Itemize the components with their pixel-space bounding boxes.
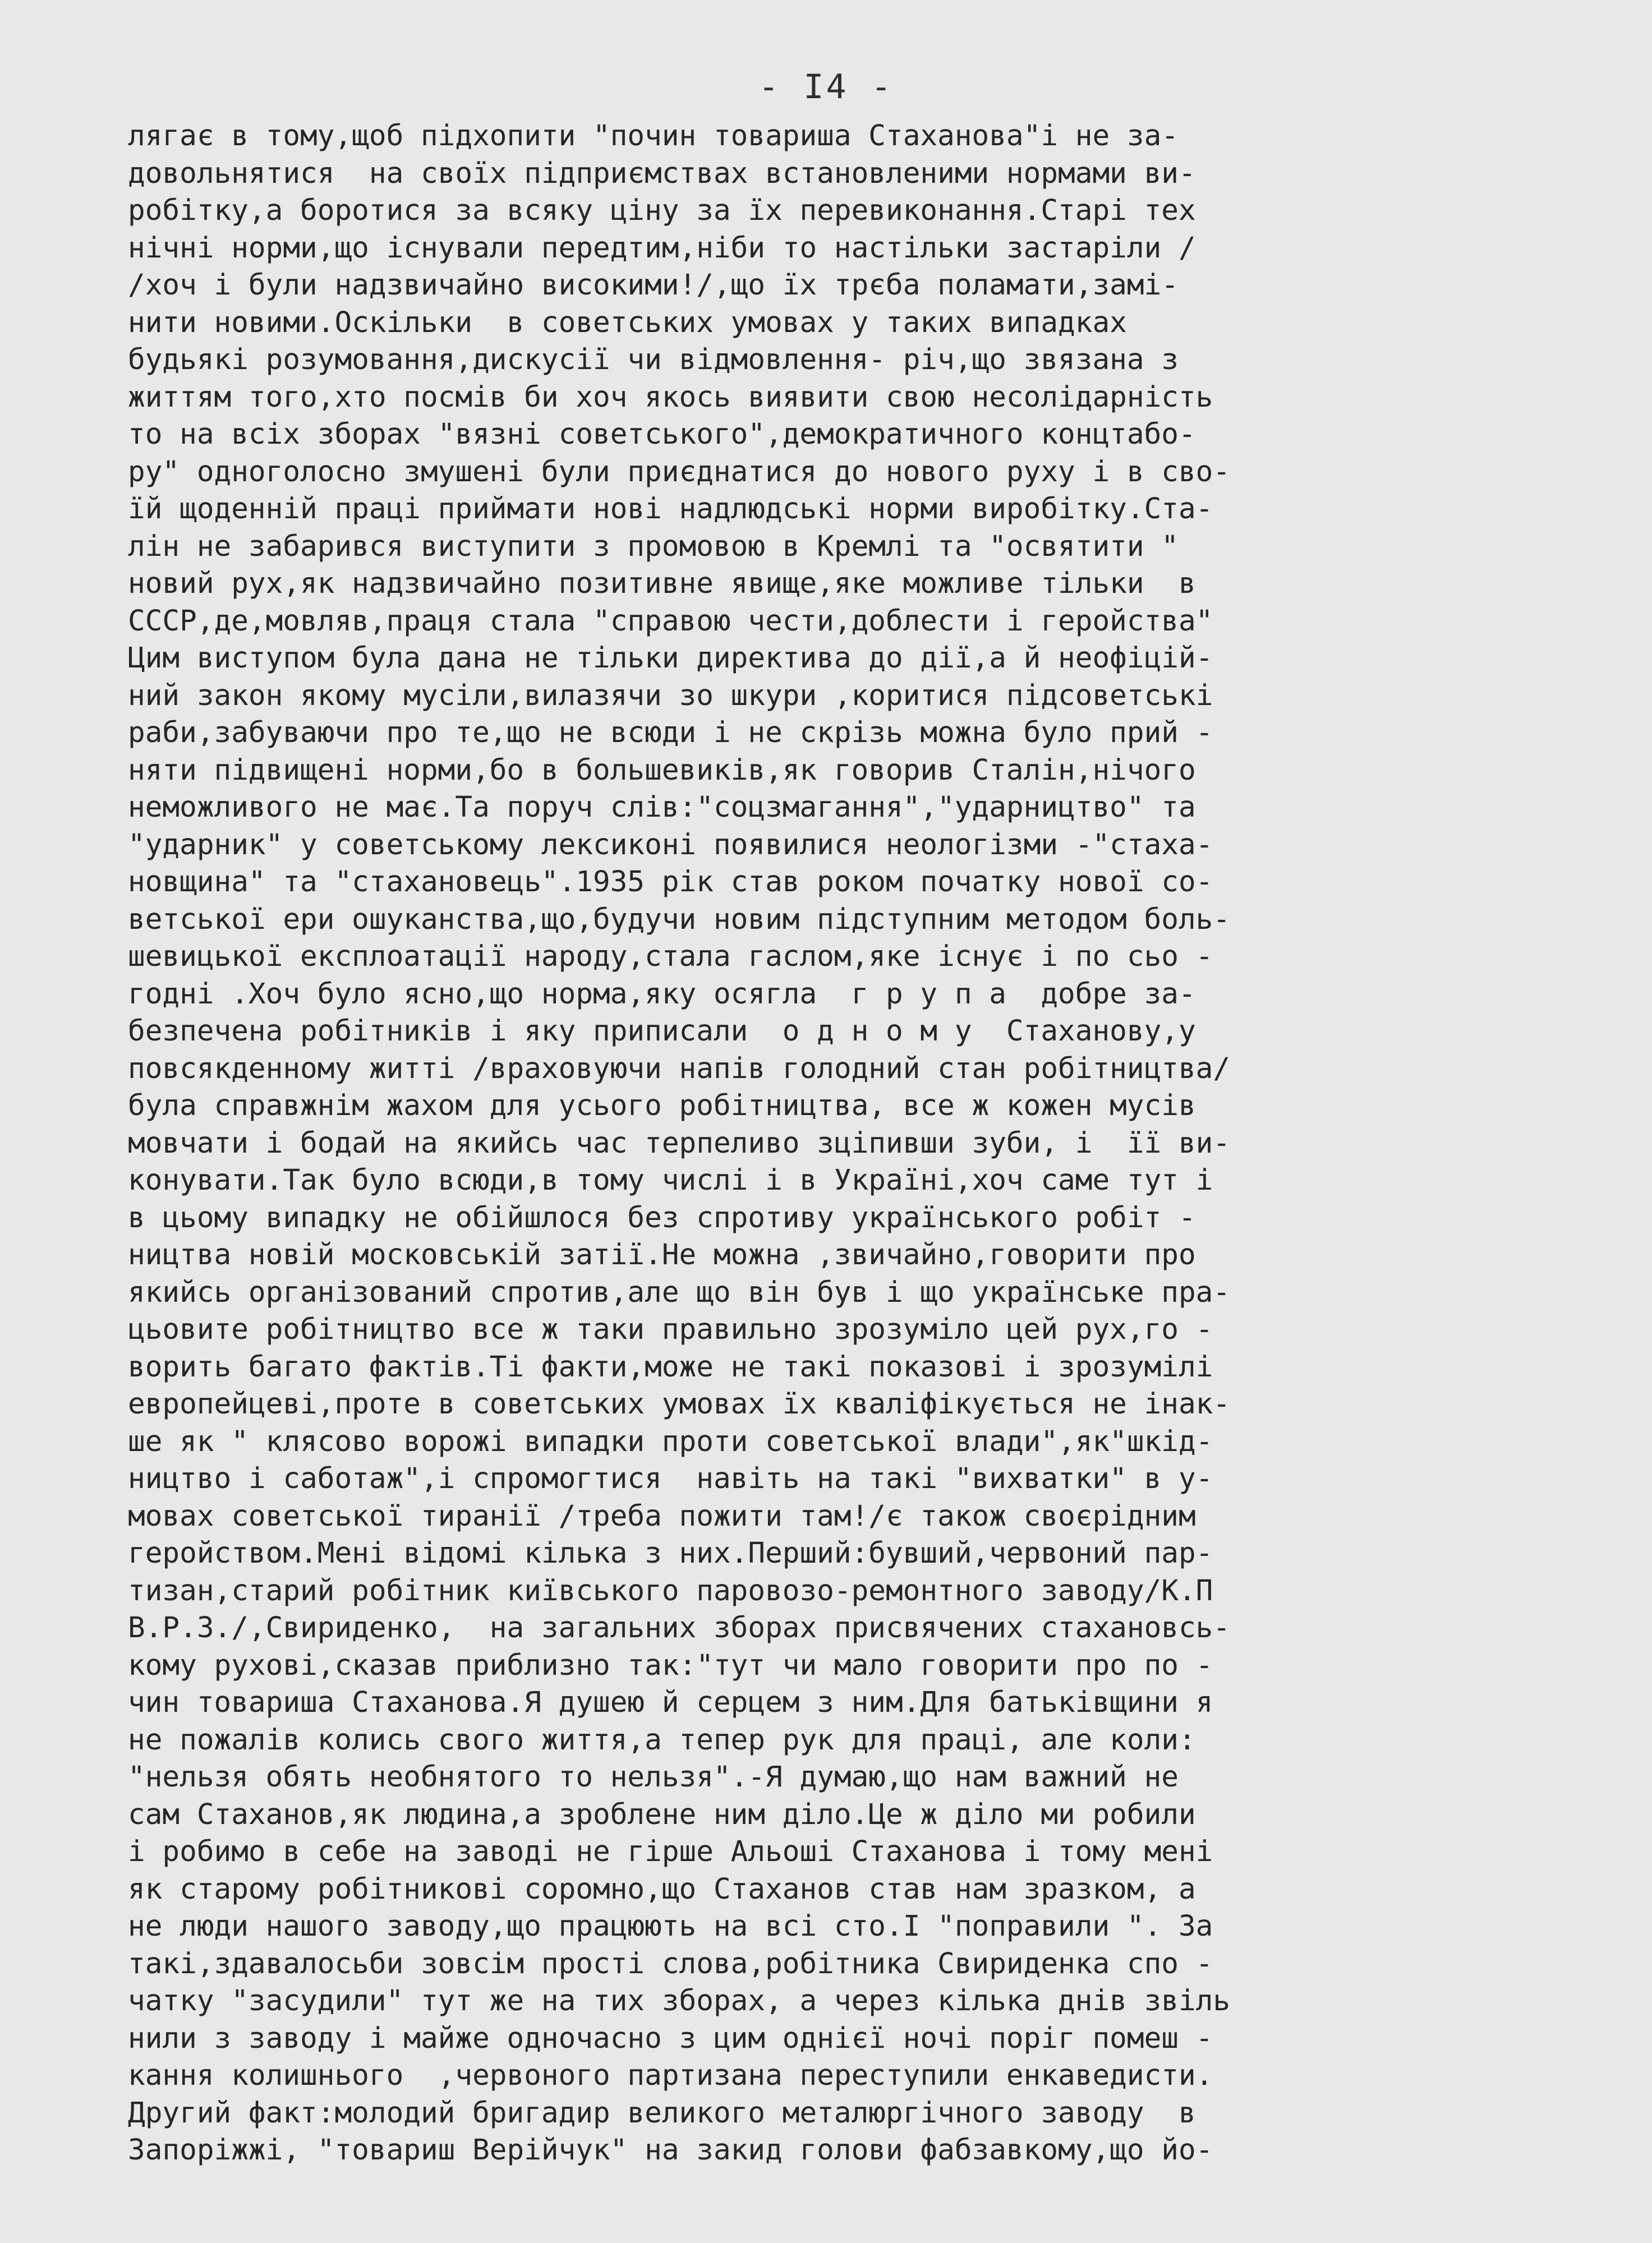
text-line: ний закон якому мусіли,вилазячи зо шкури ,коритися підсоветські xyxy=(128,679,1213,712)
text-line: "нельзя обять необнятого то нельзя".-Я думаю,що нам важний не xyxy=(128,1761,1179,1794)
page-number: - I4 - xyxy=(758,67,894,107)
text-line: в цьому випадку не обійшлося без спротиву українського робіт - xyxy=(128,1201,1196,1235)
text-line: довольнятися на своїх підприємствах встановленими нормами ви- xyxy=(128,156,1196,190)
text-line: неможливого не має.Та поруч слів:"соцзмагання","ударництво" та xyxy=(128,791,1196,824)
text-line: няти підвищені норми,бо в большевиків,як говорив Сталін,нічого xyxy=(128,753,1196,787)
text-line: мовах советської тиранії /треба пожити там!/є також своєрідним xyxy=(128,1499,1196,1533)
text-line: і робимо в себе на заводі не гірше Альоші Стаханова і тому мені xyxy=(128,1835,1213,1868)
text-line: ру" одноголосно змушені були приєднатися до нового руху і в сво- xyxy=(128,455,1231,489)
text-line: чатку "засудили" тут же на тих зборах, а через кілька днів звіль xyxy=(128,1984,1231,2018)
text-line: тизан,старий робітник київського паровозо-ремонтного заводу/К.П xyxy=(128,1574,1213,1608)
text-line: ветської ери ошуканства,що,будучи новим підступним методом боль- xyxy=(128,902,1231,936)
text-line: годні .Хоч було ясно,що норма,яку осягла г р у п а добре за- xyxy=(128,977,1196,1011)
text-line: такі,здавалосьби зовсім прості слова,робітника Свириденка спо - xyxy=(128,1947,1213,1981)
text-line: ворить багато фактів.Ті факти,може не такі показові і зрозумілі xyxy=(128,1350,1213,1384)
text-line: була справжнім жахом для усього робітництва, все ж кожен мусів xyxy=(128,1089,1196,1122)
text-line: европейцеві,проте в советських умовах їх кваліфікується не інак- xyxy=(128,1388,1231,1421)
typewritten-text-body xyxy=(128,118,1525,2170)
text-line: не люди нашого заводу,що працюють на всі сто.І "поправили ". За xyxy=(128,1910,1213,1943)
text-line: геройством.Мені відомі кілька з них.Перший:бувший,червоний пар- xyxy=(128,1537,1213,1570)
text-line: лягає в тому,щоб підхопити "почин товариша Стаханова"і не за- xyxy=(128,119,1179,153)
text-line: Запоріжжі, "товариш Верійчук" на закид голови фабзавкому,що йо- xyxy=(128,2134,1213,2167)
text-line: новий рух,як надзвичайно позитивне явище,яке можливе тільки в xyxy=(128,567,1196,600)
text-line: цьовите робітництво все ж таки правильно зрозуміло цей рух,го - xyxy=(128,1313,1213,1346)
text-line: якийсь організований спротив,але що він був і що українське пра- xyxy=(128,1275,1231,1309)
text-line: "ударник" у советському лексиконі появилися неологізми -"стаха- xyxy=(128,828,1213,862)
text-line: кання колишнього ,червоного партизана переступили енкаведисти. xyxy=(128,2059,1213,2092)
text-line: їй щоденній праці приймати нові надлюдські норми виробітку.Ста- xyxy=(128,492,1213,526)
text-line: нічні норми,що існували передтим,ніби то настільки застаріли / xyxy=(128,231,1196,265)
text-line: нили з заводу і майже одночасно з цим однієї ночі поріг помеш - xyxy=(128,2021,1213,2055)
text-line: не пожалів колись свого життя,а тепер рук для праці, але коли: xyxy=(128,1723,1196,1757)
text-line: Другий факт:молодий бригадир великого металюргічного заводу в xyxy=(128,2096,1196,2130)
text-line: ництво і саботаж",і спромогтися навіть на такі "вихватки" в у- xyxy=(128,1462,1213,1495)
text-line: новщина" та "стахановець".1935 рік став роком початку нової со- xyxy=(128,865,1213,899)
text-line: повсякденному житті /враховуючи напів голодний стан робітництва/ xyxy=(128,1052,1231,1085)
text-line: кому рухові,сказав приблизно так:"тут чи мало говорити про по - xyxy=(128,1648,1213,1682)
text-line: робітку,а боротися за всяку ціну за їх перевиконання.Старі тех xyxy=(128,194,1196,227)
text-line: раби,забуваючи про те,що не всюди і не скрізь можна було прий - xyxy=(128,716,1213,749)
text-line: то на всіх зборах "вязні советського",демократичного концтабо- xyxy=(128,418,1196,451)
text-line: Цим виступом була дана не тільки директива до дії,а й неофіцій- xyxy=(128,642,1213,675)
text-line: конувати.Так було всюди,в тому числі і в Україні,хоч саме тут і xyxy=(128,1164,1213,1197)
text-line: мовчати і бодай на якийсь час терпеливо зціпивши зуби, і її ви- xyxy=(128,1126,1231,1160)
text-line: безпечена робітників і яку приписали о д н о м у Стаханову,у xyxy=(128,1015,1196,1048)
text-line: нити новими.Оскільки в советських умовах у таких випадках xyxy=(128,306,1127,339)
text-line: сам Стаханов,як людина,а зроблене ним діло.Це ж діло ми робили xyxy=(128,1798,1196,1831)
text-line: ше як " клясово ворожі випадки проти советської влади",як"шкід- xyxy=(128,1425,1213,1458)
text-line: як старому робітникові соромно,що Стаханов став нам зразком, а xyxy=(128,1872,1196,1906)
text-line: В.Р.З./,Свириденко, на загальних зборах присвячених стахановсь- xyxy=(128,1611,1231,1645)
text-line: СССР,де,мовляв,праця стала "справою чести,доблести і геройства" xyxy=(128,604,1213,638)
text-line: ництва новій московській затії.Не можна ,звичайно,говорити про xyxy=(128,1238,1196,1272)
text-line: чин товариша Стаханова.Я душею й серцем з ним.Для батьківщини я xyxy=(128,1686,1213,1719)
text-line: життям того,хто посмів би хоч якось виявити свою несолідарність xyxy=(128,380,1213,414)
text-line: будьякі розумовання,дискусії чи відмовлення- річ,що звязана з xyxy=(128,343,1179,376)
text-line: /хоч і були надзвичайно високими!/,що їх трєба поламати,замі- xyxy=(128,269,1179,302)
text-line: шевицької експлоатації народу,стала гаслом,яке існує і по сьо - xyxy=(128,940,1213,973)
text-line: лін не забарився виступити з промовою в Кремлі та "освятити " xyxy=(128,529,1179,563)
